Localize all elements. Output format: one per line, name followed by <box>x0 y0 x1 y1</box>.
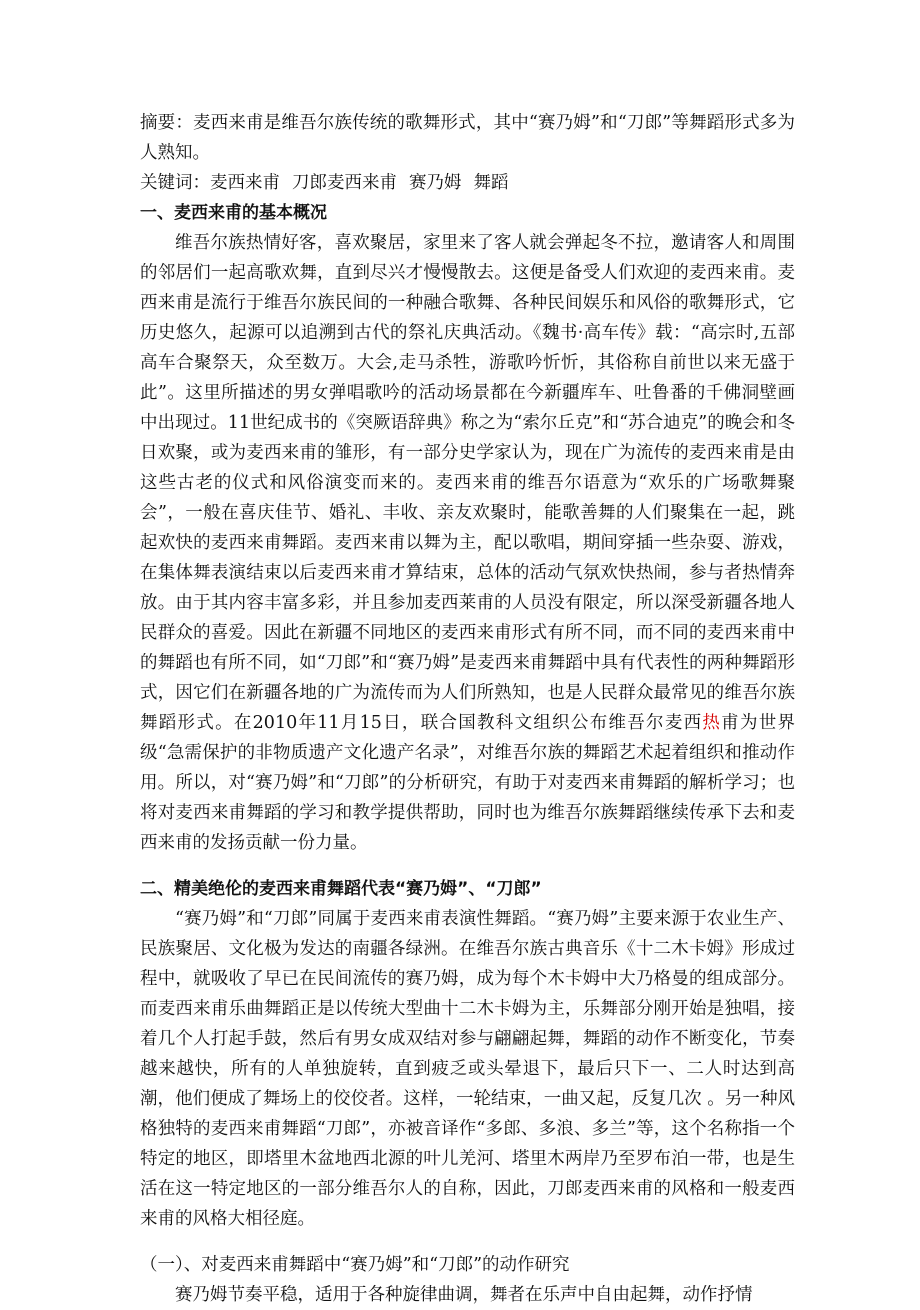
body-paragraph: “赛乃姆”和“刀郎”同属于麦西来甫表演性舞蹈。“赛乃姆”主要来源于农业生产、民族聚居、文化极为发达的南疆各绿洲。在维吾尔族古典音乐《十二木卡姆》形成过程中，就吸收了早已在民间流传的赛乃姆，成为每个木卡姆中大乃格曼的组成部分。而麦西来甫乐曲舞蹈正是以传统大型曲十二木卡姆为主，乐舞部分刚开始是独唱，接着几个人打起手鼓，然后有男女成双结对参与翩翩起舞，舞蹈的动作不断变化，节奏越来越快，所有的人单独旋转，直到疲乏或头晕退下，最后只下一、二人时达到高潮，他们便成了舞场上的佼佼者。这样，一轮结束，一曲又起，反复几次 。另一种风格独特的麦西来甫舞蹈“刀郎”，亦被音译作“多郎、多浪、多兰”等，这个名称指一个特定的地区，即塔里木盆地西北源的叶儿羌河、塔里木两岸乃至罗布泊一带，也是生活在这一特定地区的一部分维吾尔人的自称，因此，刀郎麦西来甫的风格和一般麦西来甫的风格大相径庭。 <box>140 909 795 1229</box>
spacer <box>140 858 795 874</box>
keywords-label: 关键词： <box>140 173 210 193</box>
keywords <box>140 168 795 198</box>
keyword: 赛乃姆 <box>409 173 462 193</box>
abstract-text: 麦西来甫是维吾尔族传统的歌舞形式，其中“赛乃姆”和“刀郎”等舞蹈形式多为人熟知。 <box>140 113 795 163</box>
spacer <box>140 1234 795 1250</box>
body-paragraph: 赛乃姆节奏平稳，适用于各种旋律曲调，舞者在乐声中自由起舞，动作抒情 <box>175 1285 753 1305</box>
section-heading: 二、精美绝伦的麦西来甫舞蹈代表“赛乃姆”、“刀郎” <box>140 879 542 899</box>
keyword: 舞蹈 <box>473 173 509 193</box>
document-page <box>140 108 795 1310</box>
paragraph-text: 维吾尔族热情好客，喜欢聚居，家里来了客人就会弹起冬不拉，邀请客人和周围的邻居们一起高歌欢舞，直到尽兴才慢慢散去。这便是备受人们欢迎的麦西来甫。麦西来甫是流行于维吾尔族民间的一种融合歌舞、各种民间娱乐和风俗的歌舞形式，它历史悠久，起源可以追溯到古代的祭礼庆典活动。《魏书·高车传》载：“高宗时,五部高车合聚祭天，众至数万。大会,走马杀牲，游歌吟忻忻，其俗称自前世以来无盛于此”。这里所描述的男女弹唱歌吟的活动场景都在今新疆库车、吐鲁番的千佛洞壁画中出现过。11世纪成书的《突厥语辞典》称之为“索尔丘克”和“苏合迪克”的晚会和冬日欢聚，或为麦西来甫的雏形，有一部分史学家认为，现在广为流传的麦西来甫是由这些古老的仪式和风俗演变而来的。麦西来甫的维吾尔语意为“欢乐的广场歌舞聚会”，一般在喜庆佳节、婚礼、丰收、亲友欢聚时，能歌善舞的人们聚集在一起，跳起欢快的麦西来甫舞蹈。麦西来甫以舞为主，配以歌唱，期间穿插一些杂耍、游戏，在集体舞表演结束以后麦西来甫才算结束，总体的活动气氛欢快热闹，参与者热情奔放。由于其内容丰富多彩，并且参加麦西莱甫的人员没有限定，所以深受新疆各地人民群众的喜爱。因此在新疆不同地区的麦西来甫形式有所不同，而不同的麦西来甫中的舞蹈也有所不同，如“刀郎”和“赛乃姆”是麦西来甫舞蹈中具有代表性的两种舞蹈形式，因它们在新疆各地的广为流传而为人们所熟知，也是人民群众最常见的维吾尔族舞蹈形式。在2010年11月15日，联合国教科文组织公布维吾尔麦西 <box>140 233 795 733</box>
keyword: 刀郎麦西来甫 <box>292 173 397 193</box>
abstract-label: 摘要： <box>140 113 194 133</box>
section-heading: 一、麦西来甫的基本概况 <box>140 203 327 223</box>
highlighted-character: 热 <box>702 713 722 733</box>
keyword: 麦西来甫 <box>210 173 280 193</box>
body-paragraph <box>140 228 795 858</box>
paragraph-text: 甫为世界级“急需保护的非物质遗产文化遗产名录”，对维吾尔族的舞蹈艺术起着组织和推动作用。所以，对“赛乃姆”和“刀郎”的分析研究，有助于对麦西来甫舞蹈的解析学习；也将对麦西来甫舞蹈的学习和教学提供帮助，同时也为维吾尔族舞蹈继续传承下去和麦西来甫的发扬贡献一份力量。 <box>140 713 796 853</box>
subsection-heading: （一）、对麦西来甫舞蹈中“赛乃姆”和“刀郎”的动作研究 <box>140 1255 570 1275</box>
abstract <box>140 108 795 168</box>
